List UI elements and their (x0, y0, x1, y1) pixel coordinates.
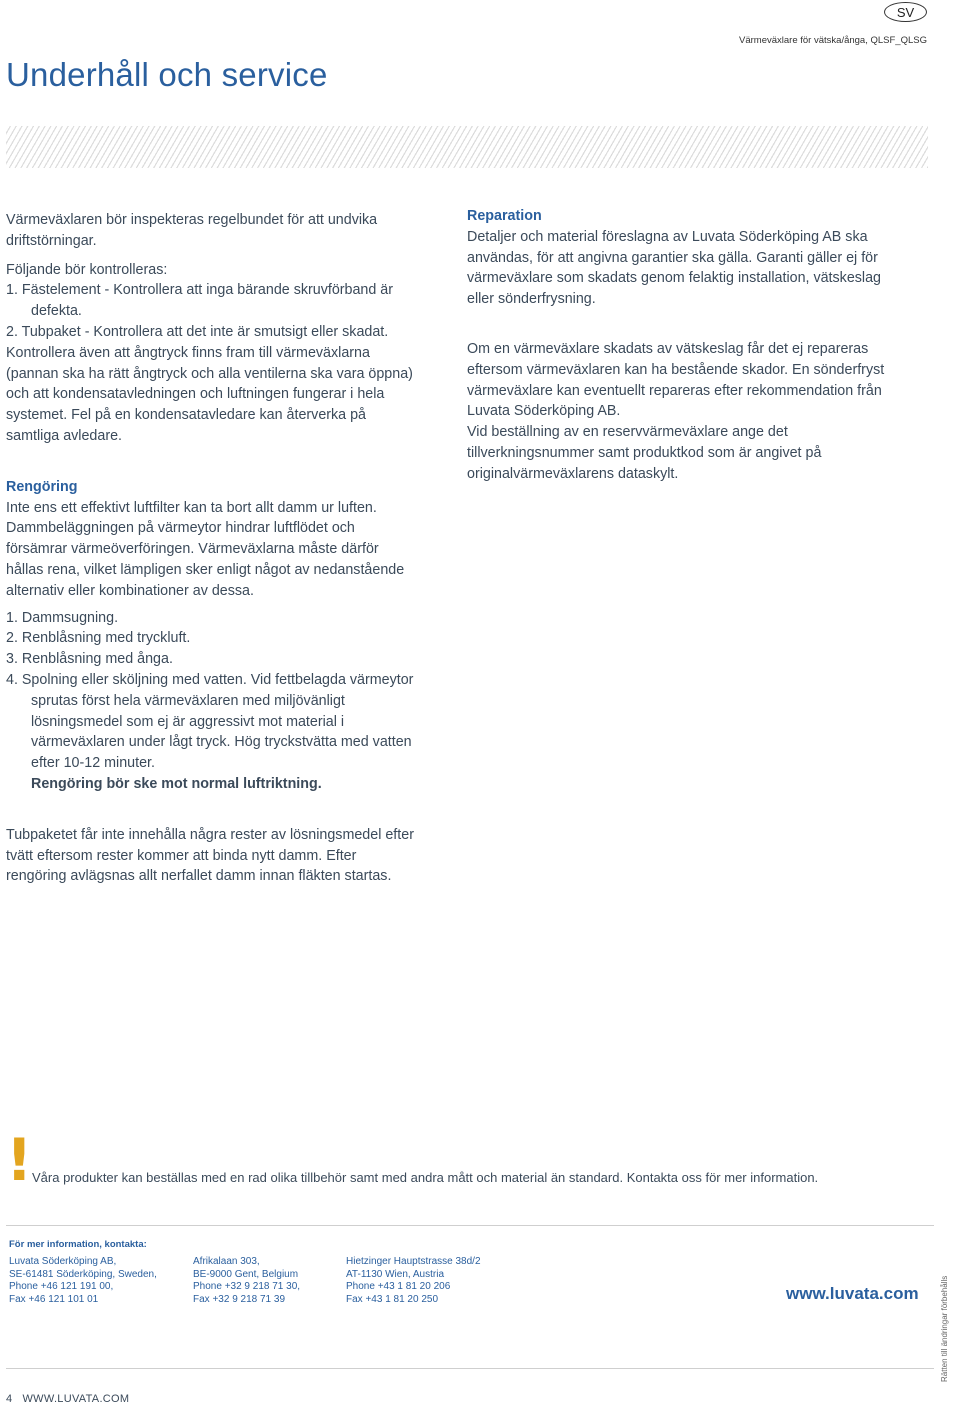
right-column (467, 206, 907, 485)
language-badge: SV (884, 2, 927, 22)
method-item-4 (6, 670, 416, 795)
left-column (6, 210, 416, 887)
footer-divider-bottom (6, 1368, 934, 1369)
repair-paragraph: Detaljer och material föreslagna av Luvata Söderköping AB ska användas, för att angivna garantier ska gälla. Garanti gäller ej för värmeväxlare som skadats genom felaktig installation, vätskeslag eller sönderfrysning. (467, 228, 882, 308)
fax-line: Fax +46 121 101 01 (9, 1293, 99, 1305)
address-block-austria (346, 1256, 481, 1306)
address-block-belgium (193, 1256, 300, 1306)
check-label: Följande bör kontrolleras: (6, 261, 168, 278)
exclamation-icon: ! (6, 1126, 33, 1194)
phone-line: Phone +32 9 218 71 30, (193, 1281, 301, 1292)
rights-text: Rätten till ändringar förbehålls (940, 1275, 949, 1382)
check-item-2: 2. Tubpaket - Kontrollera att det inte är smutsigt eller skadat. (6, 323, 389, 340)
address-line: AT-1130 Wien, Austria (346, 1268, 445, 1280)
steam-paragraph: Kontrollera även att ångtryck finns fram till värmeväxlarna (pannan ska ha rätt ångtryck och alla ventilerna ska vara öppna) och att kondensatavledningen och luftningen fungerar i hela systemet. Fel på en kondensatavledare kan återverka på samtliga avledare. (6, 344, 413, 444)
method-item-3: 3. Renblåsning med ånga. (6, 651, 173, 668)
address-line: Hietzinger Hauptstrasse 38d/2 (346, 1256, 481, 1267)
intro-paragraph: Värmeväxlaren bör inspekteras regelbundet för att undvika driftstörningar. (6, 212, 378, 249)
contact-heading: För mer information, kontakta: (9, 1239, 147, 1250)
damage-paragraph: Om en värmeväxlare skadats av vätskeslag får det ej repareras eftersom värmeväxlaren kan ha bestående skador. En sönderfryst värmeväxlare kan eventuellt repareras efter rekommendation från Luvata Söderköping AB. (467, 340, 885, 420)
notice-text: Våra produkter kan beställas med en rad olika tillbehör samt med andra mått och material än standard. Kontakta oss för mer information. (32, 1170, 819, 1185)
address-block-sweden (9, 1256, 157, 1306)
address-line: BE-9000 Gent, Belgium (193, 1268, 299, 1280)
residue-paragraph: Tubpaketet får inte innehålla några rester av lösningsmedel efter tvätt eftersom rester kommer att binda nytt damm. Efter rengöring avlägsnas allt nerfallet damm innan fläkten startas. (6, 826, 414, 885)
method-item-1: 1. Dammsugning. (6, 609, 119, 626)
page-footer-site: WWW.LUVATA.COM (22, 1393, 130, 1405)
notice-box (6, 1126, 936, 1194)
address-line: Luvata Söderköping AB, (9, 1256, 117, 1267)
phone-line: Phone +43 1 81 20 206 (346, 1281, 451, 1292)
decorative-hatch-band (6, 126, 928, 168)
page-footer (6, 1393, 129, 1405)
footer-divider-top (6, 1225, 934, 1226)
document-subtitle: Värmeväxlare för vätska/ånga, QLSF_QLSG (739, 35, 927, 46)
fax-line: Fax +43 1 81 20 250 (346, 1293, 439, 1305)
method-item-4-text: 4. Spolning eller sköljning med vatten. Vid fettbelagda värmeytor sprutas först hela värmeväxlaren med miljövänligt lösningsmedel som ej är aggressivt mot material i värmeväxlaren under lågt tryck. Hög tryckstvätta med vatten efter 10-12 minuter. (6, 671, 414, 772)
method-item-4-bold: Rengöring bör ske mot normal luftriktning. (31, 775, 322, 792)
rights-reserved-note (940, 1262, 954, 1382)
repair-heading: Reparation (467, 208, 542, 224)
fax-line: Fax +32 9 218 71 39 (193, 1293, 286, 1305)
page-title: Underhåll och service (6, 56, 328, 93)
cleaning-paragraph: Inte ens ett effektivt luftfilter kan ta bort allt damm ur luften. Dammbeläggningen på värmeytor hindrar luftflödet och försämrar värmeöverföringen. Värmeväxlarna måste därför hållas rena, vilket lämpligen sker enligt något av nedanstående alternativ eller kombinationer av dessa. (6, 499, 405, 599)
website-link[interactable]: www.luvata.com (786, 1284, 919, 1303)
phone-line: Phone +46 121 191 00, (9, 1281, 114, 1292)
address-line: SE-61481 Söderköping, Sweden, (9, 1268, 157, 1280)
method-item-2: 2. Renblåsning med tryckluft. (6, 630, 191, 647)
cleaning-heading: Rengöring (6, 478, 78, 495)
address-line: Afrikalaan 303, (193, 1256, 260, 1267)
check-item-1: 1. Fästelement - Kontrollera att inga bärande skruvförband är defekta. (6, 282, 394, 320)
order-paragraph: Vid beställning av en reservvärmeväxlare ange det tillverkningsnummer samt produktkod som är angivet på originalvärmeväxlarens dataskylt. (467, 424, 822, 482)
page-number: 4 (6, 1393, 13, 1405)
